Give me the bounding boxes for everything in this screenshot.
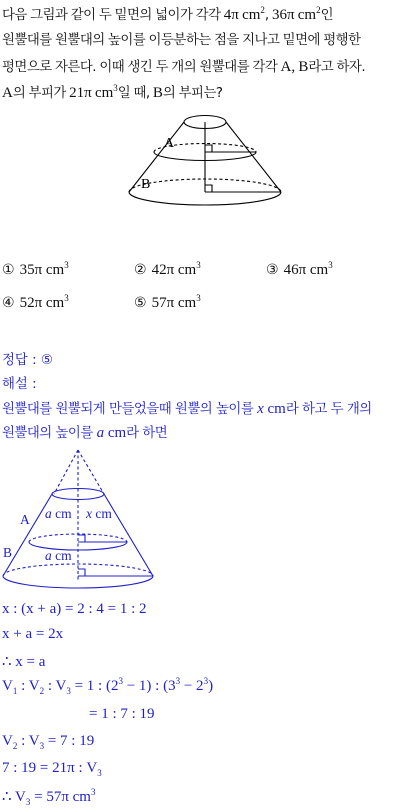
equation-7: 7 : 19 = 21π : $V_3$ (2, 760, 102, 778)
label-b: B (3, 545, 13, 560)
apex-left-dashed (54, 450, 78, 494)
problem-line-2: 원뿔대를 원뿔대의 높이를 이등분하는 점을 지나고 밑면에 평행한 (2, 33, 361, 48)
problem-statement (2, 2, 398, 106)
problem-line-3: 평면으로 자른다. 이때 생긴 두 개의 원뿔대를 각각 A, B라고 하자. (2, 59, 366, 75)
right-angle-mark-bottom (205, 185, 212, 192)
equation-5: = 1 : 7 : 19 (89, 706, 155, 722)
choice-4[interactable]: ④ 52π $cm^3$ (2, 293, 69, 311)
frustum-left-edge (129, 122, 184, 192)
label-a: A (20, 512, 30, 527)
choice-1[interactable]: ① 35π $cm^3$ (2, 260, 69, 278)
equation-2: x + a = 2x (2, 626, 64, 642)
choice-2[interactable]: ② 42π $cm^3$ (134, 260, 201, 278)
label-b: B (141, 177, 151, 192)
height-label-a-top: a cm (45, 506, 72, 521)
equation-3: ∴ x = a (2, 654, 46, 670)
right-angle-mark-bottom (78, 569, 85, 576)
height-label-x: x cm (86, 506, 112, 521)
right-angle-mark-mid (205, 145, 212, 152)
explanation-label: 해설 : (2, 377, 37, 392)
equation-1: x : (x + a) = 2 : 4 = 1 : 2 (2, 601, 147, 617)
equation-4: $V_1$ : $V_2$ : $V_3 = 1$ : $(2^3 - 1)$ : $(3^3 - 2^3)$ (2, 676, 214, 696)
choice-5[interactable]: ⑤ 57π $cm^3$ (134, 293, 201, 311)
bottom-ellipse-front (129, 192, 281, 205)
apex-right-dashed (78, 450, 104, 494)
explanation-text: 원뿔대를 원뿔되게 만들었을때 원뿔의 높이를 x cm라 하고 두 개의 원뿔대의 높이를 a cm라 하면 (2, 401, 372, 441)
equation-6: $V_2$ : $V_3 = 7$ : 19 (2, 733, 95, 751)
choice-3[interactable]: ③ 46π $cm^3$ (266, 260, 333, 278)
right-angle-mark-mid (78, 535, 85, 542)
problem-line-1: 다음 그림과 같이 두 밑면의 넓이가 각각 4π $cm^2$, 36π $cm^2$인 (2, 5, 334, 23)
problem-line-4: A의 부피가 21π $cm^3$일 때, B의 부피는? (2, 83, 223, 101)
height-label-a-bottom: a cm (45, 548, 72, 563)
equation-8: ∴ $V_3 = 57\pi$ $cm^3$ (2, 787, 96, 807)
cone-figure (0, 448, 162, 596)
label-a: A (164, 136, 175, 151)
answer-label: 정답 : ⑤ (2, 353, 53, 368)
frustum-figure (124, 112, 286, 216)
